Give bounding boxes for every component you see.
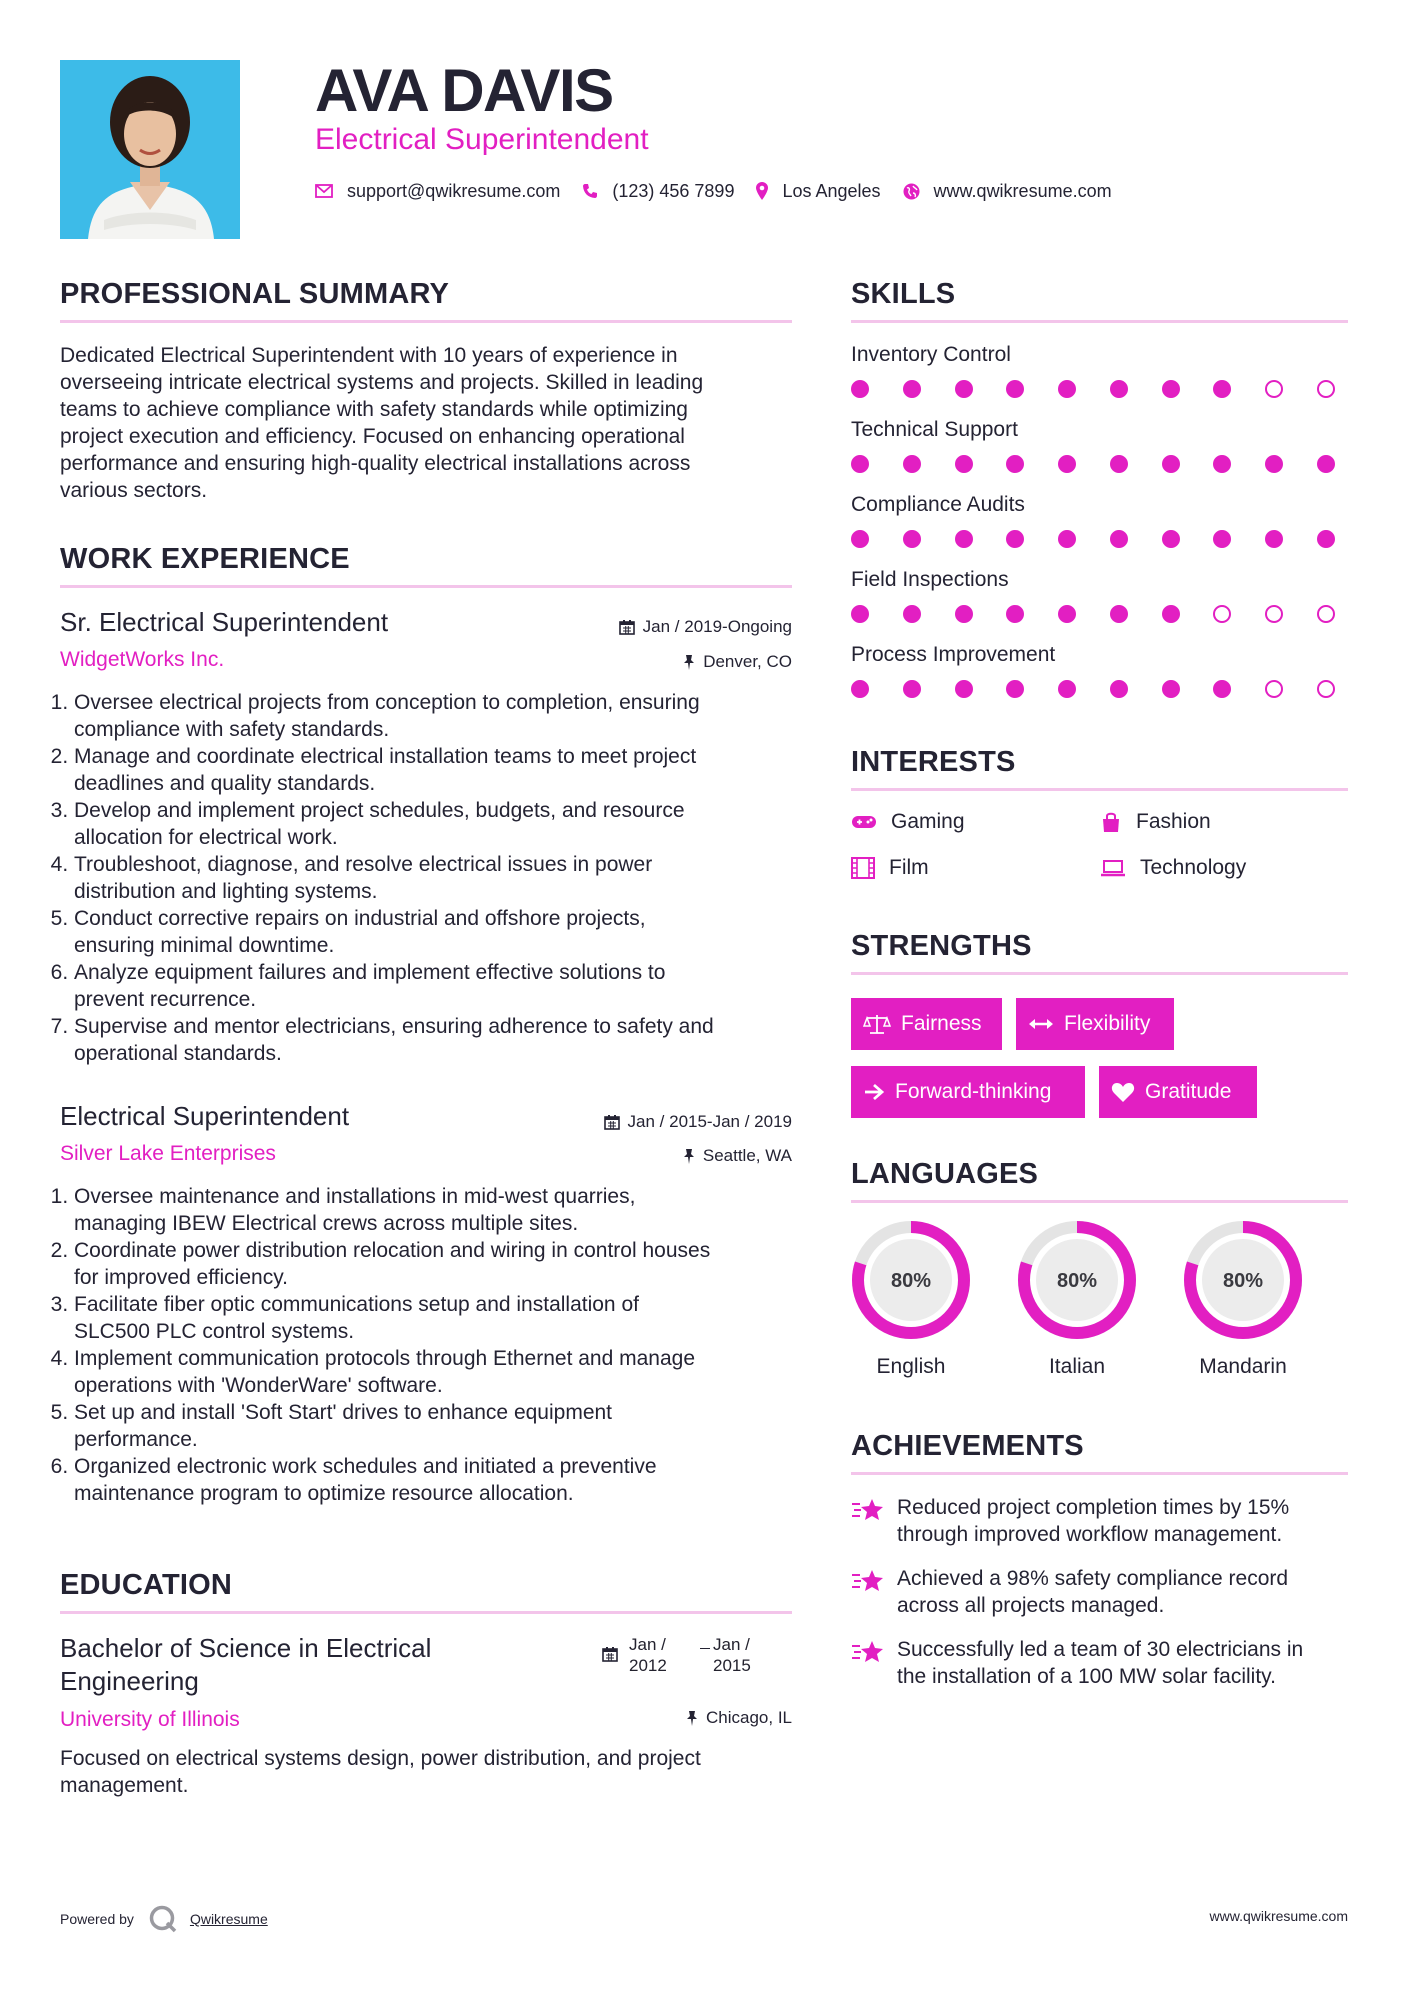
rating-dot-filled	[955, 680, 973, 698]
language-ring	[1015, 1218, 1139, 1342]
date-line: Jan /	[629, 1635, 666, 1654]
powered-by-text: Powered by	[60, 1911, 134, 1927]
rating-dot-filled	[1213, 530, 1231, 548]
job-1-company: WidgetWorks Inc.	[60, 648, 225, 671]
interest-technology	[1100, 854, 1246, 882]
interest-gaming	[851, 808, 965, 836]
skill-rating	[851, 605, 1335, 625]
date-line: Jan /	[713, 1635, 750, 1654]
rating-dot-empty	[1317, 380, 1335, 398]
job-1-dates-text: Jan / 2019-Ongoing	[642, 617, 792, 636]
interest-label: Technology	[1140, 856, 1247, 879]
language-item	[849, 1218, 973, 1379]
job-2-role: Electrical Superintendent	[60, 1101, 350, 1131]
list-item	[74, 1291, 796, 1345]
rating-dot-filled	[1058, 605, 1076, 623]
list-item	[74, 743, 796, 797]
achievements-list	[851, 1494, 1351, 1690]
rating-dot-filled	[1110, 530, 1128, 548]
language-percent: 80%	[890, 1270, 932, 1292]
job-1-bullets	[56, 689, 796, 1067]
bullet-line: Conduct corrective repairs on industrial and offshore projects,	[74, 907, 646, 930]
language-item	[1015, 1218, 1139, 1379]
calendar-icon	[604, 1114, 620, 1130]
language-ring	[1181, 1218, 1305, 1342]
summary-line: overseeing intricate electrical systems and projects. Skilled in leading	[60, 371, 704, 394]
summary-line: project execution and efficiency. Focused on enhancing operational	[60, 425, 685, 448]
strength-label: Flexibility	[1064, 1012, 1151, 1035]
interests-divider	[851, 788, 1348, 791]
degree-line: Bachelor of Science in Electrical	[60, 1633, 432, 1663]
bullet-line: ensuring minimal downtime.	[74, 934, 335, 957]
email-text: support@qwikresume.com	[347, 180, 561, 201]
degree-line: Engineering	[60, 1666, 199, 1696]
language-percent: 80%	[1056, 1270, 1098, 1292]
strength-fairness	[851, 998, 1002, 1050]
list-item	[74, 1183, 796, 1237]
bullet-line: Oversee maintenance and installations in mid-west quarries,	[74, 1185, 636, 1208]
balance-scale-icon	[863, 1013, 891, 1035]
languages-divider	[851, 1200, 1348, 1203]
achievement-line: through improved workflow management.	[897, 1523, 1283, 1546]
interest-film	[851, 854, 929, 882]
summary-line: various sectors.	[60, 479, 208, 502]
skill-name: Inventory Control	[851, 343, 1011, 366]
job-2-location	[460, 1145, 792, 1167]
skill-rating	[851, 380, 1335, 400]
contact-location	[756, 181, 880, 202]
list-item	[74, 959, 796, 1013]
description-line: management.	[60, 1774, 189, 1797]
bullet-line: operations with 'WonderWare' software.	[74, 1374, 443, 1397]
bullet-line: Coordinate power distribution relocation and wiring in control houses	[74, 1239, 711, 1262]
job-2-bullet-list	[56, 1183, 796, 1507]
rating-dot-filled	[1162, 680, 1180, 698]
job-1-role: Sr. Electrical Superintendent	[60, 607, 389, 637]
interest-fashion	[1100, 808, 1211, 836]
date-line: 2015	[713, 1656, 751, 1675]
rating-dot-filled	[851, 680, 869, 698]
achievement-item	[851, 1494, 1351, 1548]
bullet-line: compliance with safety standards.	[74, 718, 390, 741]
achievements-divider	[851, 1472, 1348, 1475]
heart-icon	[1111, 1081, 1135, 1103]
bullet-line: performance.	[74, 1428, 198, 1451]
skill-row	[851, 642, 1351, 717]
rating-dot-filled	[1162, 380, 1180, 398]
date-line: 2012	[629, 1656, 667, 1675]
shooting-star-icon	[851, 1567, 885, 1595]
skill-name: Process Improvement	[851, 643, 1056, 666]
strength-gratitude	[1099, 1066, 1257, 1118]
list-item	[74, 1237, 796, 1291]
rating-dot-filled	[851, 380, 869, 398]
strength-label: Fairness	[901, 1012, 982, 1035]
job-1-location-text: Denver, CO	[703, 652, 792, 671]
skills-list	[851, 342, 1351, 717]
bullet-line: Set up and install 'Soft Start' drives to enhance equipment	[74, 1401, 613, 1424]
job-2-dates-text: Jan / 2015-Jan / 2019	[627, 1112, 792, 1131]
date-separator	[700, 1648, 710, 1649]
rating-dot-empty	[1317, 680, 1335, 698]
shooting-star-icon	[851, 1496, 885, 1524]
degree	[60, 1632, 431, 1698]
list-item	[74, 851, 796, 905]
profile-photo	[60, 60, 240, 239]
phone-text: (123) 456 7899	[612, 180, 735, 201]
languages-list	[849, 1218, 1349, 1388]
website-text: www.qwikresume.com	[933, 180, 1112, 201]
contact-bar	[315, 178, 1134, 204]
rating-dot-filled	[903, 455, 921, 473]
globe-icon	[903, 183, 920, 200]
rating-dot-filled	[1213, 455, 1231, 473]
location-text: Los Angeles	[782, 180, 881, 201]
rating-dot-filled	[1006, 605, 1024, 623]
strengths-divider	[851, 972, 1348, 975]
summary-text	[60, 342, 800, 504]
rating-dot-filled	[903, 380, 921, 398]
bullet-line: operational standards.	[74, 1042, 282, 1065]
bullet-line: for improved efficiency.	[74, 1266, 288, 1289]
rating-dot-filled	[1162, 605, 1180, 623]
rating-dot-filled	[1265, 455, 1283, 473]
summary-heading: PROFESSIONAL SUMMARY	[60, 278, 450, 310]
list-item	[74, 1399, 796, 1453]
bullet-line: deadlines and quality standards.	[74, 772, 376, 795]
language-name: Mandarin	[1199, 1355, 1287, 1378]
footer-url[interactable]: www.qwikresume.com	[1209, 1908, 1348, 1924]
rating-dot-filled	[851, 455, 869, 473]
skill-name: Compliance Audits	[851, 493, 1025, 516]
experience-divider	[60, 585, 792, 588]
achievement-line: Achieved a 98% safety compliance record	[897, 1567, 1289, 1590]
rating-dot-filled	[1317, 455, 1335, 473]
rating-dot-empty	[1317, 605, 1335, 623]
achievement-item	[851, 1565, 1351, 1619]
rating-dot-filled	[1162, 530, 1180, 548]
strength-forward-thinking	[851, 1066, 1085, 1118]
pushpin-icon	[683, 654, 695, 670]
rating-dot-filled	[1110, 455, 1128, 473]
brand-link[interactable]: Qwikresume	[189, 1911, 268, 1927]
bullet-line: distribution and lighting systems.	[74, 880, 378, 903]
language-name: English	[876, 1355, 946, 1378]
footer-powered	[60, 1904, 268, 1934]
rating-dot-filled	[955, 455, 973, 473]
rating-dot-filled	[1213, 380, 1231, 398]
achievement-text	[897, 1565, 1288, 1619]
rating-dot-filled	[955, 380, 973, 398]
interest-label: Gaming	[891, 810, 965, 833]
skills-heading: SKILLS	[851, 278, 956, 310]
rating-dot-filled	[1058, 380, 1076, 398]
envelope-icon	[315, 184, 333, 198]
description-line: Focused on electrical systems design, power distribution, and project	[60, 1747, 701, 1770]
list-item	[74, 1453, 796, 1507]
list-item	[74, 1013, 796, 1067]
rating-dot-filled	[1006, 455, 1024, 473]
rating-dot-filled	[1006, 530, 1024, 548]
skill-rating	[851, 530, 1335, 550]
rating-dot-empty	[1213, 605, 1231, 623]
calendar-icon	[619, 619, 635, 635]
contact-website[interactable]	[903, 181, 1112, 202]
rating-dot-filled	[1110, 680, 1128, 698]
strength-label: Forward-thinking	[895, 1080, 1052, 1103]
contact-email[interactable]	[315, 181, 560, 202]
summary-line: performance and ensuring high-quality electrical installations across	[60, 452, 691, 475]
rating-dot-empty	[1265, 680, 1283, 698]
summary-divider	[60, 320, 792, 323]
achievement-line: the installation of a 100 MW solar facility.	[897, 1665, 1276, 1688]
job-2-dates	[460, 1111, 792, 1133]
language-ring	[849, 1218, 973, 1342]
strengths-heading: STRENGTHS	[851, 930, 1032, 962]
candidate-title: Electrical Superintendent	[315, 123, 649, 156]
arrow-right-icon	[863, 1083, 885, 1101]
bullet-line: Manage and coordinate electrical installation teams to meet project	[74, 745, 697, 768]
rating-dot-empty	[1265, 380, 1283, 398]
bullet-line: Organized electronic work schedules and initiated a preventive	[74, 1455, 657, 1478]
rating-dot-filled	[1058, 530, 1076, 548]
qwikresume-logo-icon	[148, 1904, 178, 1934]
job-2-bullets	[56, 1183, 796, 1507]
phone-icon	[582, 183, 598, 199]
experience-heading: WORK EXPERIENCE	[60, 543, 350, 575]
rating-dot-filled	[1317, 530, 1335, 548]
candidate-name: AVA DAVIS	[315, 57, 613, 124]
summary-line: Dedicated Electrical Superintendent with 10 years of experience in	[60, 344, 678, 367]
strength-flexibility	[1016, 998, 1174, 1050]
achievement-item	[851, 1636, 1351, 1690]
skill-row	[851, 417, 1351, 492]
shooting-star-icon	[851, 1638, 885, 1666]
list-item	[74, 689, 796, 743]
rating-dot-filled	[903, 680, 921, 698]
achievement-line: Successfully led a team of 30 electricians in	[897, 1638, 1304, 1661]
languages-heading: LANGUAGES	[851, 1158, 1039, 1190]
rating-dot-filled	[851, 530, 869, 548]
job-1-location	[460, 651, 792, 673]
skill-name: Field Inspections	[851, 568, 1009, 591]
bullet-line: Develop and implement project schedules, budgets, and resource	[74, 799, 685, 822]
bullet-line: Analyze equipment failures and implement effective solutions to	[74, 961, 666, 984]
job-2-location-text: Seattle, WA	[702, 1146, 792, 1165]
skill-row	[851, 342, 1351, 417]
laptop-icon	[1100, 859, 1126, 877]
gamepad-icon	[851, 814, 877, 830]
rating-dot-filled	[1058, 455, 1076, 473]
interest-label: Film	[889, 856, 929, 879]
list-item	[74, 905, 796, 959]
bullet-line: allocation for electrical work.	[74, 826, 338, 849]
achievement-line: across all projects managed.	[897, 1594, 1165, 1617]
bullet-line: Oversee electrical projects from conception to completion, ensuring	[74, 691, 700, 714]
rating-dot-filled	[1162, 455, 1180, 473]
achievement-text	[897, 1494, 1289, 1548]
bullet-line: Supervise and mentor electricians, ensuring adherence to safety and	[74, 1015, 714, 1038]
rating-dot-filled	[1213, 680, 1231, 698]
education-end-date	[713, 1634, 751, 1676]
skill-name: Technical Support	[851, 418, 1018, 441]
job-1-bullet-list	[56, 689, 796, 1067]
pushpin-icon	[683, 1148, 695, 1164]
bullet-line: managing IBEW Electrical crews across multiple sites.	[74, 1212, 579, 1235]
contact-phone[interactable]	[582, 181, 734, 202]
portrait-image	[60, 60, 240, 239]
achievements-heading: ACHIEVEMENTS	[851, 1430, 1084, 1462]
education-heading: EDUCATION	[60, 1569, 233, 1601]
skill-row	[851, 492, 1351, 567]
bullet-line: Implement communication protocols through Ethernet and manage	[74, 1347, 696, 1370]
language-name: Italian	[1048, 1355, 1106, 1378]
education-location	[460, 1707, 792, 1729]
rating-dot-filled	[903, 530, 921, 548]
achievement-text	[897, 1636, 1303, 1690]
interests-heading: INTERESTS	[851, 746, 1016, 778]
skill-row	[851, 567, 1351, 642]
bullet-line: prevent recurrence.	[74, 988, 257, 1011]
rating-dot-filled	[955, 605, 973, 623]
shopping-bag-icon	[1100, 811, 1122, 833]
rating-dot-filled	[851, 605, 869, 623]
map-pin-icon	[756, 182, 768, 200]
job-2-company: Silver Lake Enterprises	[60, 1142, 276, 1165]
rating-dot-filled	[1006, 380, 1024, 398]
bullet-line: Facilitate fiber optic communications setup and installation of	[74, 1293, 639, 1316]
rating-dot-filled	[1058, 680, 1076, 698]
rating-dot-filled	[955, 530, 973, 548]
rating-dot-filled	[1265, 530, 1283, 548]
education-description	[60, 1745, 800, 1799]
skill-rating	[851, 680, 1335, 700]
rating-dot-filled	[1110, 380, 1128, 398]
skill-rating	[851, 455, 1335, 475]
list-item	[74, 797, 796, 851]
achievement-line: Reduced project completion times by 15%	[897, 1496, 1290, 1519]
rating-dot-empty	[1265, 605, 1283, 623]
language-item	[1181, 1218, 1305, 1379]
bullet-line: Troubleshoot, diagnose, and resolve electrical issues in power	[74, 853, 653, 876]
list-item	[74, 1345, 796, 1399]
rating-dot-filled	[1110, 605, 1128, 623]
education-start-date	[629, 1634, 667, 1676]
school: University of Illinois	[60, 1708, 240, 1731]
interest-label: Fashion	[1136, 810, 1211, 833]
rating-dot-filled	[903, 605, 921, 623]
education-location-text: Chicago, IL	[706, 1708, 792, 1727]
education-divider	[60, 1611, 792, 1614]
job-1-dates	[460, 616, 792, 638]
summary-line: teams to achieve compliance with safety standards while optimizing	[60, 398, 688, 421]
bullet-line: SLC500 PLC control systems.	[74, 1320, 355, 1343]
skills-divider	[851, 320, 1348, 323]
strength-label: Gratitude	[1145, 1080, 1232, 1103]
film-icon	[851, 857, 875, 879]
pushpin-icon	[686, 1710, 698, 1726]
rating-dot-filled	[1006, 680, 1024, 698]
bullet-line: maintenance program to optimize resource allocation.	[74, 1482, 574, 1505]
language-percent: 80%	[1222, 1270, 1264, 1292]
arrows-horizontal-icon	[1028, 1017, 1054, 1031]
education-dates	[602, 1634, 772, 1678]
calendar-icon	[602, 1646, 618, 1662]
